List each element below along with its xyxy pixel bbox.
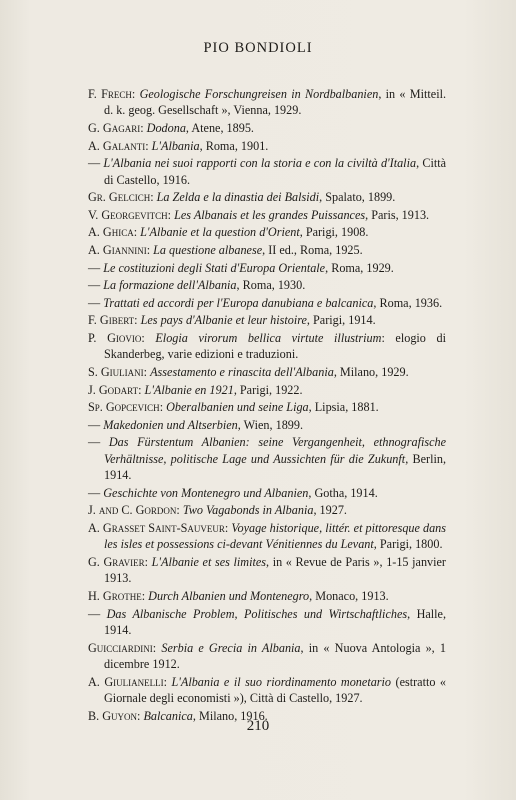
bibliography-entry <box>88 312 446 328</box>
entry-details: , Roma, 1930. <box>236 278 306 293</box>
entry-details: , Parigi, 1908. <box>299 225 369 240</box>
entry-details: , Paris, 1913. <box>365 207 430 222</box>
entry-author: V. Georgevitch <box>88 207 168 222</box>
entry-author: — <box>88 260 101 275</box>
bibliography-entry <box>88 277 446 293</box>
entry-separator: : <box>143 364 151 379</box>
bibliography-entry <box>88 588 446 604</box>
bibliography-entry <box>88 502 446 518</box>
entry-details: , Atene, 1895. <box>185 121 254 135</box>
entry-title: Balcanica <box>143 708 193 723</box>
entry-title: Le costituzioni degli Stati d'Europa Orientale <box>103 260 326 275</box>
entry-title: La Zelda e la dinastia dei Balsidi <box>156 190 320 205</box>
entry-author: J. Godart <box>88 382 139 397</box>
entry-title: La questione albanese <box>153 242 263 257</box>
entry-author: — <box>88 156 101 171</box>
entry-separator: : <box>141 330 156 345</box>
entry-separator: : <box>150 190 157 205</box>
bibliography-entry <box>88 155 446 188</box>
entry-title: Elogia virorum bellica virtute illustrium <box>155 330 382 345</box>
entry-author: J. and C. Gordon <box>88 503 177 518</box>
entry-separator: : <box>152 640 162 655</box>
entry-details: , in « Mitteil. d. k. geog. Gesellschaft », Vienna, 1929. <box>104 87 447 118</box>
entry-title: Geschichte von Montenegro und Albanien <box>103 485 309 500</box>
entry-title: L'Albanie et la question d'Orient <box>140 225 300 240</box>
bibliography-entry <box>88 674 446 707</box>
bibliography-entry <box>88 485 446 501</box>
entry-details: : elogio di Skanderbeg, varie edizioni e traduzioni. <box>104 330 446 362</box>
entry-author: G. Gagari <box>88 121 141 135</box>
bibliography-entry <box>88 86 446 119</box>
entry-author: B. Guyon <box>88 708 138 723</box>
entry-title: Makedonien und Altserbien <box>103 417 238 432</box>
entry-details: , in « Revue de Paris », 1-15 janvier 1913. <box>104 554 446 586</box>
entry-separator <box>100 435 109 449</box>
entry-author: Sp. Gopcevich <box>88 400 160 415</box>
entry-title: Two Vagabonds in Albania <box>182 503 314 518</box>
entry-author: F. Frech <box>88 87 132 101</box>
entry-title: Les pays d'Albanie et leur histoire <box>140 313 307 328</box>
entry-details: , Roma, 1929. <box>325 260 394 275</box>
entry-author: — <box>88 606 101 621</box>
entry-details: , Milano, 1916. <box>192 708 268 723</box>
entry-separator: : <box>138 382 145 397</box>
entry-details: , Roma, 1936. <box>373 295 443 310</box>
entry-title: L'Albania e il suo riordinamento monetario <box>171 674 392 689</box>
entry-author: — <box>88 485 101 500</box>
entry-title: Das Albanische Problem, Politisches und Wirtschaftliches <box>106 606 408 621</box>
entry-details: , Lipsia, 1881. <box>308 400 379 415</box>
entry-author: A. Giannini <box>88 242 147 257</box>
bibliography-entry <box>88 242 446 258</box>
entry-title: Geologische Forschungreisen in Nordbalbanien <box>139 87 379 101</box>
entry-separator: : <box>141 588 149 603</box>
bibliography-list <box>88 86 446 725</box>
entry-title: Voyage historique, littér. et pittoresque dans les isles et possessions ci-devant Vénitiennes du Levant <box>104 520 447 552</box>
entry-details: , Berlin, 1914. <box>104 451 446 483</box>
entry-separator: : <box>144 554 152 569</box>
entry-details: , Spalato, 1899. <box>319 190 396 205</box>
entry-separator: : <box>167 207 175 222</box>
entry-author: F. Gibert <box>88 313 135 328</box>
entry-separator: : <box>163 674 172 689</box>
entry-author: Guicciardini <box>88 640 153 655</box>
bibliography-entry <box>88 224 446 240</box>
bibliography-entry <box>88 520 446 553</box>
entry-separator: : <box>140 121 147 135</box>
entry-separator: : <box>134 313 141 328</box>
page-number: 210 <box>246 718 270 734</box>
entry-details: , Parigi, 1922. <box>233 382 303 397</box>
entry-details: , Parigi, 1800. <box>373 537 443 552</box>
bibliography-entry <box>88 399 446 415</box>
entry-separator: : <box>176 503 183 518</box>
entry-title: La formazione dell'Albania <box>103 278 237 293</box>
bibliography-entry <box>88 138 446 154</box>
bibliography-entry <box>88 606 446 639</box>
entry-author: A. Ghica <box>88 225 134 240</box>
bibliography-entry <box>88 434 446 483</box>
entry-title: Serbia e Grecia in Albania <box>161 640 301 655</box>
bibliography-entry <box>88 260 446 276</box>
entry-title: L'Albanie et ses limites <box>151 554 267 569</box>
entry-separator: : <box>137 708 144 723</box>
bibliography-entry <box>88 364 446 380</box>
entry-author: — <box>88 278 101 293</box>
entry-details: , Città di Castello, 1916. <box>104 156 447 187</box>
running-head: PIO BONDIOLI <box>203 40 313 56</box>
entry-author: A. Grasset Saint-Sauveur <box>88 520 225 535</box>
entry-author: A. Galanti <box>88 138 146 153</box>
entry-title: Das Fürstentum Albanien: seine Vergangenheit, ethnografische Verhältnisse, politische Lage und Aussichten für die Zukunft <box>104 435 447 466</box>
entry-separator: : <box>146 242 154 257</box>
bibliography-entry <box>88 417 446 433</box>
entry-details: , Wien, 1899. <box>237 417 304 432</box>
entry-title: Assestamento e rinascita dell'Albania <box>150 364 334 379</box>
entry-author: A. Giulianelli <box>88 674 164 689</box>
entry-separator: : <box>145 138 152 153</box>
entry-details: , Parigi, 1914. <box>306 313 376 328</box>
entry-details: , Halle, 1914. <box>104 606 447 637</box>
entry-author: — <box>88 435 101 450</box>
entry-separator: : <box>131 87 140 101</box>
entry-separator: : <box>159 400 167 415</box>
entry-author: S. Giuliani <box>88 364 144 379</box>
bibliography-entry <box>88 120 446 136</box>
entry-details: , Gotha, 1914. <box>308 485 378 500</box>
bibliography-entry <box>88 330 446 363</box>
entry-title: Les Albanais et les grandes Puissances <box>174 207 366 222</box>
bibliography-entry <box>88 382 446 398</box>
entry-separator: : <box>224 520 232 535</box>
bibliography-entry <box>88 207 446 223</box>
entry-author: Gr. Gelcich <box>88 190 151 205</box>
entry-title: Trattati ed accordi per l'Europa danubiana e balcanica <box>103 295 374 310</box>
entry-title: Dodona <box>146 121 186 135</box>
entry-details: , in « Nuova Antologia », 1 dicembre 1912. <box>104 640 446 671</box>
entry-details: , II ed., Roma, 1925. <box>262 242 363 257</box>
entry-title: L'Albania nei suoi rapporti con la storia e con la civiltà d'Italia <box>103 156 417 171</box>
entry-details: , 1927. <box>313 503 347 518</box>
bibliography-entry <box>88 189 446 205</box>
entry-title: Durch Albanien und Montenegro <box>148 588 310 603</box>
entry-title: L'Albanie en 1921 <box>144 382 234 397</box>
entry-author: — <box>88 417 101 432</box>
entry-details: , Milano, 1929. <box>333 364 409 379</box>
entry-title: L'Albania <box>151 138 200 153</box>
entry-author: — <box>88 295 101 310</box>
entry-separator: : <box>133 225 141 240</box>
bibliography-entry <box>88 295 446 311</box>
bibliography-entry <box>88 640 446 673</box>
entry-title: Oberalbanien und seine Liga <box>166 400 309 415</box>
entry-author: P. Giovio <box>88 330 142 345</box>
entry-author: G. Gravier <box>88 554 145 569</box>
entry-details: , Monaco, 1913. <box>309 588 389 603</box>
entry-author: H. Grothe <box>88 588 142 603</box>
entry-details: (estratto « Giornale degli economisti »), Città di Castello, 1927. <box>104 674 447 705</box>
bibliography-entry <box>88 554 446 587</box>
entry-details: , Roma, 1901. <box>199 138 269 153</box>
